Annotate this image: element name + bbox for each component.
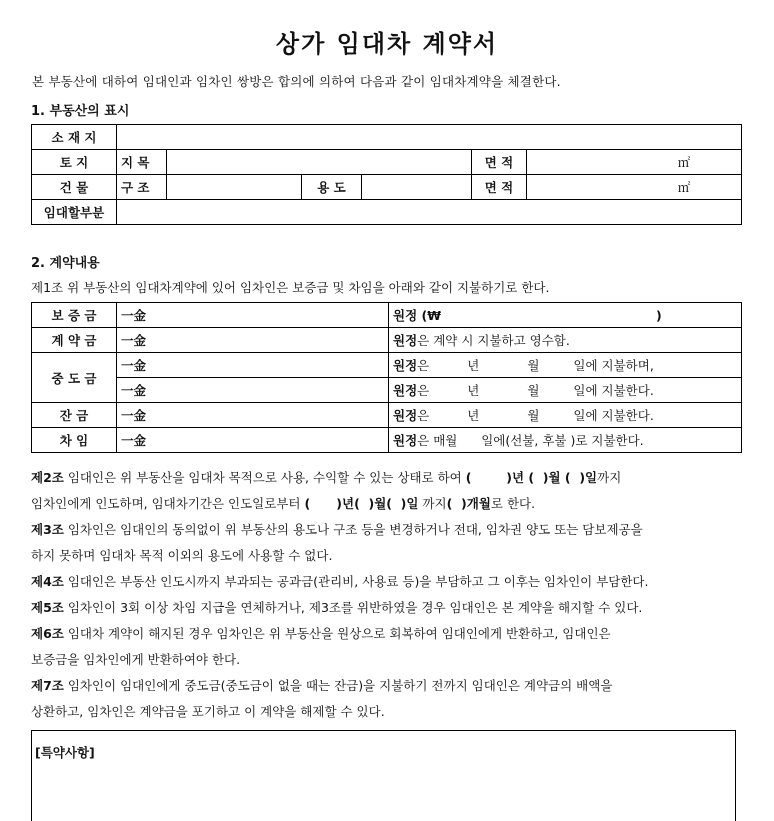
structure-label: 구 조 — [117, 175, 167, 200]
balance-terms — [389, 403, 742, 428]
article2-line2 — [31, 491, 747, 517]
article5-line1 — [31, 595, 747, 621]
article2-text-a: 임대인은 위 부동산을 임대차 목적으로 사용, 수익할 수 있는 상태로 하여 — [63, 470, 466, 485]
article4-text: 임대인은 부동산 인도시까지 부과되는 공과금(관리비, 사용료 등)을 부담하고 그 이후는 임차인이 부담한다. — [63, 574, 649, 589]
land-area-unit: ㎡ — [677, 155, 691, 170]
article3-number: 제3조 — [31, 522, 64, 537]
deposit-amount-field[interactable]: 一金 — [117, 303, 389, 328]
building-row — [32, 175, 742, 200]
article2-text-f: 로 한다. — [490, 496, 536, 511]
document-title: 상가 임대차 계약서 — [275, 30, 499, 58]
rent-terms — [389, 428, 742, 453]
land-area-field[interactable] — [527, 150, 742, 175]
rent-row — [32, 428, 742, 453]
rent-label: 차 임 — [32, 428, 117, 453]
article3-text-1: 임차인은 임대인의 동의없이 위 부동산의 용도나 구조 등을 변경하거나 전대, 임차권 양도 또는 담보제공을 — [63, 522, 643, 537]
article2-number: 제2조 — [31, 470, 64, 485]
location-label: 소 재 지 — [32, 125, 117, 150]
deposit-label: 보 증 금 — [32, 303, 117, 328]
article7-line1 — [31, 673, 747, 699]
middle1-text: 일에 지불하며, — [573, 358, 654, 373]
article6-line2: 보증금을 임차인에게 반환하여야 한다. — [31, 652, 241, 667]
won-label: 원정 — [393, 358, 418, 373]
article2 — [31, 465, 747, 725]
contract-amount-field[interactable]: 一金 — [117, 328, 389, 353]
intro-text: 본 부동산에 대하여 임대인과 임차인 쌍방은 합의에 의하여 다음과 같이 임대차계약을 체결한다. — [32, 74, 561, 89]
won-label: 원정 — [393, 408, 418, 423]
eun-text: 은 — [417, 358, 430, 373]
middle2-text: 일에 지불한다. — [573, 383, 654, 398]
leased-part-row — [32, 200, 742, 225]
article6-text-1: 임대차 계약이 해지된 경우 임차인은 위 부동산을 원상으로 회복하여 임대인에게 반환하고, 임대인은 — [63, 626, 611, 641]
article1-text: 제1조 위 부동산의 임대차계약에 있어 임차인은 보증금 및 차임을 아래와 같이 지불하기로 한다. — [31, 280, 550, 295]
middle2-amount-field[interactable]: 一金 — [117, 378, 389, 403]
location-field[interactable] — [117, 125, 742, 150]
building-area-label: 면 적 — [472, 175, 527, 200]
won-label: 원정 — [393, 383, 418, 398]
article5-number: 제5조 — [31, 600, 64, 615]
usage-field[interactable] — [362, 175, 472, 200]
article3-line1 — [31, 517, 747, 543]
contract-text: 은 계약 시 지불하고 영수함. — [417, 333, 570, 348]
balance-row — [32, 403, 742, 428]
balance-amount-field[interactable]: 一金 — [117, 403, 389, 428]
deposit-won-field[interactable] — [389, 303, 742, 328]
article6-number: 제6조 — [31, 626, 64, 641]
middle1-amount-field[interactable]: 一金 — [117, 353, 389, 378]
deposit-won-label: 원정 (₩ — [393, 308, 442, 323]
year-text: 년 — [467, 383, 480, 398]
article7-number: 제7조 — [31, 678, 64, 693]
eun-text: 은 — [417, 383, 430, 398]
middle1-terms — [389, 353, 742, 378]
middle2-terms — [389, 378, 742, 403]
article2-text-d: 임차인에게 인도하며, 임대차기간은 인도일로부터 — [31, 496, 305, 511]
article4-line1 — [31, 569, 747, 595]
article2-delivery-date[interactable]: ( )년 ( )월 ( )일 — [465, 470, 598, 485]
deposit-row — [32, 303, 742, 328]
article6-line1 — [31, 621, 747, 647]
rent-amount-field[interactable]: 一金 — [117, 428, 389, 453]
middle-row-1 — [32, 353, 742, 378]
leased-part-field[interactable] — [117, 200, 742, 225]
rent-text: 은 매월 일에(선불, 후불 )로 지불한다. — [417, 433, 644, 448]
contract-row — [32, 328, 742, 353]
special-terms-label: [특약사항] — [35, 745, 95, 760]
article2-text-c: 까지 — [597, 470, 622, 485]
deposit-close-paren: ) — [656, 308, 662, 323]
won-label: 원정 — [393, 333, 418, 348]
eun-text: 은 — [417, 408, 430, 423]
balance-label: 잔 금 — [32, 403, 117, 428]
article7-text-1: 임차인이 임대인에게 중도금(중도금이 없을 때는 잔금)을 지불하기 전까지 임대인은 계약금의 배액을 — [63, 678, 613, 693]
payment-table — [31, 302, 742, 453]
building-area-field[interactable] — [527, 175, 742, 200]
article2-text-e: 까지 — [418, 496, 447, 511]
land-row — [32, 150, 742, 175]
article2-end-date[interactable]: ( )년( )월( )일 — [304, 496, 419, 511]
contract-terms — [389, 328, 742, 353]
year-text: 년 — [467, 358, 480, 373]
land-label: 토 지 — [32, 150, 117, 175]
structure-field[interactable] — [167, 175, 302, 200]
balance-text: 일에 지불한다. — [573, 408, 654, 423]
section1-heading: 1. 부동산의 표시 — [31, 104, 130, 119]
land-category-label: 지 목 — [117, 150, 167, 175]
usage-label: 용 도 — [302, 175, 362, 200]
building-area-unit: ㎡ — [677, 180, 691, 195]
property-table — [31, 124, 742, 225]
middle-label: 중 도 금 — [32, 353, 117, 403]
month-text: 월 — [527, 358, 540, 373]
section2-heading: 2. 계약내용 — [31, 256, 100, 271]
article2-line1 — [31, 465, 747, 491]
article2-months[interactable]: ( )개월 — [446, 496, 491, 511]
year-text: 년 — [467, 408, 480, 423]
contract-label: 계 약 금 — [32, 328, 117, 353]
land-area-label: 면 적 — [472, 150, 527, 175]
leased-part-label: 임대할부분 — [32, 200, 117, 225]
location-row — [32, 125, 742, 150]
article7-line2: 상환하고, 임차인은 계약금을 포기하고 이 계약을 해제할 수 있다. — [31, 704, 385, 719]
middle-row-2 — [32, 378, 742, 403]
month-text: 월 — [527, 408, 540, 423]
building-label: 건 물 — [32, 175, 117, 200]
land-category-field[interactable] — [167, 150, 472, 175]
special-terms-box[interactable] — [31, 730, 736, 821]
month-text: 월 — [527, 383, 540, 398]
article5-text: 임차인이 3회 이상 차임 지급을 연체하거나, 제3조를 위반하였을 경우 임대인은 본 계약을 해지할 수 있다. — [63, 600, 643, 615]
article3-line2: 하지 못하며 임대차 목적 이외의 용도에 사용할 수 없다. — [31, 548, 333, 563]
article4-number: 제4조 — [31, 574, 64, 589]
won-label: 원정 — [393, 433, 418, 448]
